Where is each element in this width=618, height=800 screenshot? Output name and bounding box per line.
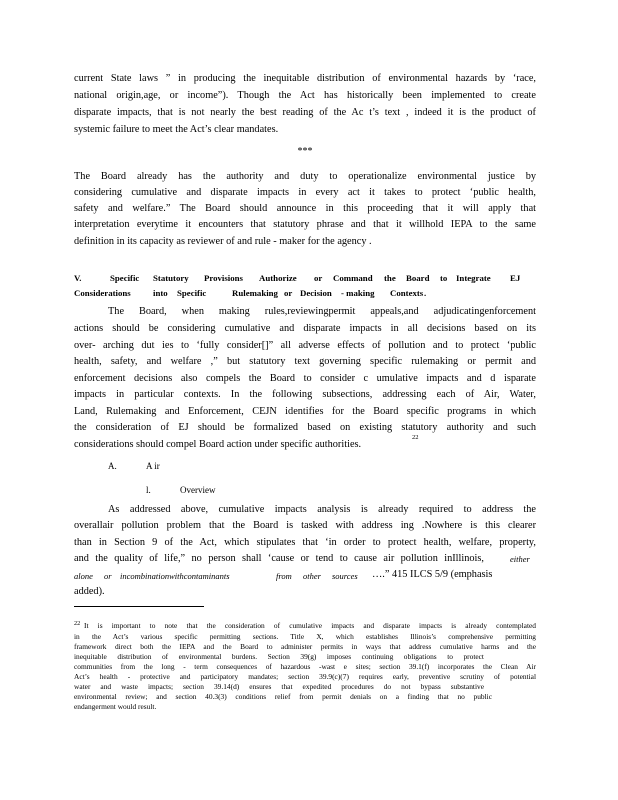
italic-text: sources xyxy=(332,571,358,581)
body-line: the consideration of EJ should be formalized based on existing statutory authority and such xyxy=(74,422,536,433)
section-separator: *** xyxy=(297,146,313,157)
footnote-mark: 22 xyxy=(74,620,81,627)
heading-word: Considerations xyxy=(74,288,131,298)
footnote-line: endangerment would result. xyxy=(74,702,157,711)
italic-text: or xyxy=(104,571,112,581)
heading-word: Statutory xyxy=(153,273,189,283)
heading-word: Provisions xyxy=(204,273,243,283)
body-line: disparate impacts, that is not nearly the best reading of the Ac t’s text , indeed it is the product of xyxy=(74,107,536,118)
body-line: and the quality of life,” no person shall ‘cause or tend to cause air pollution inIllinois, xyxy=(74,553,484,564)
body-line: over- arching dut ies to ‘fully consider[]” all adverse effects of pollution and to protect ‘public xyxy=(74,340,536,351)
heading-word: . xyxy=(424,288,427,298)
body-line: impacts in particular contexts. In the following subsections, addressing each of Air, Water, xyxy=(74,389,536,400)
footnote-divider xyxy=(74,606,204,607)
heading-word: into xyxy=(153,288,168,298)
italic-text: alone xyxy=(74,571,93,581)
subsection-number: l. xyxy=(146,485,151,495)
footnote-line: Act’s health - protective and participatory mandates; section 39.9(c)(7) requires early, preventive scrutiny of potential xyxy=(74,672,536,681)
body-line: The Board already has the authority and duty to operationalize environmental justice by xyxy=(74,171,536,182)
body-line: The Board, when making rules,reviewingpermit appeals,and adjudicatingenforcement xyxy=(108,306,536,317)
body-line: systemic failure to meet the Act’s clear mandates. xyxy=(74,124,279,135)
heading-word: the xyxy=(384,273,396,283)
body-line: actions should be considering cumulative and disparate impacts in all decisions based on its xyxy=(74,323,536,334)
body-line: Land, Rulemaking and Enforcement, CEJN identifies for the Board specific programs in which xyxy=(74,406,536,417)
heading-word: Decision xyxy=(300,288,332,298)
footnote-line: communities from the long - term consequences of hazardous -wast e sites; section 39.1(f) incorporates the Clean Air xyxy=(74,662,536,671)
heading-word: Specific xyxy=(110,273,140,283)
italic-text: other xyxy=(303,571,321,581)
footnote-line: water and waste impacts; section 39.14(d) ensures that expedited procedures do not bypass substantive xyxy=(74,682,484,691)
italic-text: from xyxy=(276,571,292,581)
subsection-letter: A. xyxy=(108,461,117,471)
subsection-title: Overview xyxy=(180,485,216,495)
heading-word: Command xyxy=(333,273,373,283)
body-line: definition in its capacity as reviewer of and rule - maker for the agency . xyxy=(74,236,372,247)
subsection-title: A ir xyxy=(146,461,160,471)
heading-word: Board xyxy=(406,273,430,283)
footnote-line: environmental review; and section 40.3(3) conditions relief from permit denials on a finding that no public xyxy=(74,692,492,701)
heading-word: to xyxy=(440,273,448,283)
heading-word: Rulemaking xyxy=(232,288,278,298)
body-line: interpretation everytime it encounters that statutory phrase and that it willhold IEPA to the same xyxy=(74,219,536,230)
footnote-line: in the Act’s various specific permitting sections. Title X, which establishes Illinois’s comprehensive permitting xyxy=(74,632,536,641)
heading-word: Contexts xyxy=(390,288,424,298)
footnote-line: framework direct both the IEPA and the Board to administer permits in ways that address cumulative harms and the xyxy=(74,642,536,651)
heading-word: Authorize xyxy=(259,273,297,283)
heading-word: EJ xyxy=(510,273,521,283)
body-line: considering cumulative and disparate impacts in every act it takes to protect ‘public health, xyxy=(74,187,536,198)
heading-word: or xyxy=(284,288,293,298)
body-line: current State laws ” in producing the inequitable distribution of environmental hazards by ‘race, xyxy=(74,73,536,84)
body-line: enforcement decisions also compels the Board to consider c umulative impacts and d isparate xyxy=(74,373,536,384)
body-line: considerations should compel Board action under specific authorities. xyxy=(74,439,362,450)
footnote-reference[interactable]: 22 xyxy=(412,434,419,441)
italic-text: incombinationwithcontaminants xyxy=(120,571,230,581)
body-line: health, safety, and welfare ,” but statutory text governing specific rulemaking or permit and xyxy=(74,356,536,367)
heading-word: or xyxy=(314,273,323,283)
footnote-line: inequitable distribution of environmental burdens. Section 39(g) imposes continuing obligations to protect xyxy=(74,652,484,661)
body-line: As addressed above, cumulative impacts analysis is already required to address the xyxy=(108,504,536,515)
heading-word: Specific xyxy=(177,288,207,298)
body-line: overallair pollution problem that the Board is tasked with address ing .Nowhere is this clearer xyxy=(74,520,536,531)
body-line: than in Section 9 of the Act, which stipulates that ‘in order to protect health, welfare, property, xyxy=(74,537,536,548)
body-line: safety and welfare.” The Board should announce in this proceeding that it will apply that xyxy=(74,203,536,214)
footnote-line: It is important to note that the consideration of cumulative impacts and disparate impacts is already contemplated xyxy=(84,621,536,630)
body-line: added). xyxy=(74,586,105,597)
heading-word: Integrate xyxy=(456,273,491,283)
italic-text: either xyxy=(510,554,530,564)
body-line: national origin,age, or income”). Though the Act has historically been implemented to create xyxy=(74,90,536,101)
section-numeral: V. xyxy=(74,273,82,283)
body-text: ….” 415 ILCS 5/9 (emphasis xyxy=(372,569,493,580)
heading-word: - making xyxy=(341,288,375,298)
